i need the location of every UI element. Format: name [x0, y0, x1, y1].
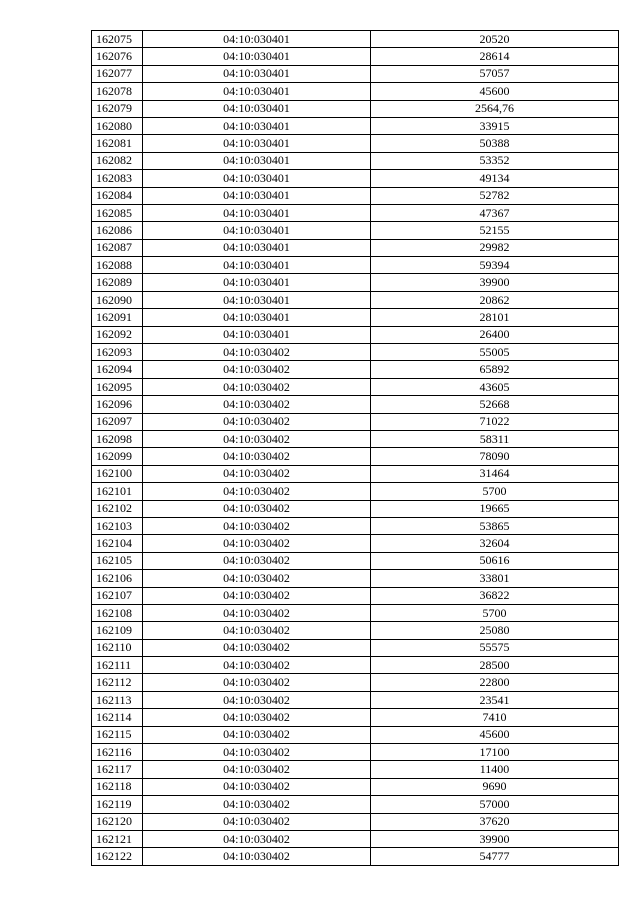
row-code-cell: 04:10:030402 — [143, 344, 371, 361]
row-code-cell: 04:10:030401 — [143, 135, 371, 152]
row-id-cell: 162094 — [92, 361, 143, 378]
row-code-cell: 04:10:030402 — [143, 830, 371, 847]
row-code-cell: 04:10:030401 — [143, 187, 371, 204]
table-row — [92, 430, 619, 447]
table-row — [92, 152, 619, 169]
row-value-cell: 59394 — [371, 257, 619, 274]
row-value-cell: 20862 — [371, 291, 619, 308]
row-value-cell: 36822 — [371, 587, 619, 604]
row-value-cell: 20520 — [371, 31, 619, 48]
row-value-cell: 28614 — [371, 48, 619, 65]
row-value-cell: 45600 — [371, 83, 619, 100]
row-code-cell: 04:10:030402 — [143, 361, 371, 378]
row-value-cell: 7410 — [371, 709, 619, 726]
row-id-cell: 162118 — [92, 778, 143, 795]
row-value-cell: 23541 — [371, 691, 619, 708]
row-id-cell: 162092 — [92, 326, 143, 343]
row-id-cell: 162103 — [92, 517, 143, 534]
row-code-cell: 04:10:030402 — [143, 709, 371, 726]
table-row — [92, 239, 619, 256]
row-code-cell: 04:10:030402 — [143, 674, 371, 691]
table-row — [92, 552, 619, 569]
table-row — [92, 674, 619, 691]
row-code-cell: 04:10:030402 — [143, 604, 371, 621]
row-code-cell: 04:10:030401 — [143, 48, 371, 65]
row-value-cell: 49134 — [371, 170, 619, 187]
row-code-cell: 04:10:030402 — [143, 483, 371, 500]
row-value-cell: 52668 — [371, 396, 619, 413]
row-id-cell: 162078 — [92, 83, 143, 100]
table-row — [92, 657, 619, 674]
table-row — [92, 517, 619, 534]
row-value-cell: 55005 — [371, 344, 619, 361]
row-value-cell: 17100 — [371, 744, 619, 761]
row-value-cell: 53865 — [371, 517, 619, 534]
row-value-cell: 33801 — [371, 570, 619, 587]
row-code-cell: 04:10:030402 — [143, 778, 371, 795]
row-id-cell: 162120 — [92, 813, 143, 830]
row-id-cell: 162117 — [92, 761, 143, 778]
row-value-cell: 50616 — [371, 552, 619, 569]
table-row — [92, 204, 619, 221]
row-id-cell: 162091 — [92, 309, 143, 326]
table-row — [92, 135, 619, 152]
table-row — [92, 31, 619, 48]
row-value-cell: 78090 — [371, 448, 619, 465]
row-id-cell: 162119 — [92, 796, 143, 813]
row-code-cell: 04:10:030402 — [143, 726, 371, 743]
row-code-cell: 04:10:030402 — [143, 657, 371, 674]
row-id-cell: 162085 — [92, 204, 143, 221]
row-id-cell: 162086 — [92, 222, 143, 239]
row-value-cell: 65892 — [371, 361, 619, 378]
table-row — [92, 535, 619, 552]
row-value-cell: 57000 — [371, 796, 619, 813]
row-value-cell: 5700 — [371, 604, 619, 621]
row-code-cell: 04:10:030402 — [143, 552, 371, 569]
table-row — [92, 187, 619, 204]
row-id-cell: 162108 — [92, 604, 143, 621]
row-id-cell: 162090 — [92, 291, 143, 308]
row-code-cell: 04:10:030402 — [143, 796, 371, 813]
table-row — [92, 65, 619, 82]
row-code-cell: 04:10:030401 — [143, 170, 371, 187]
table-row — [92, 222, 619, 239]
row-value-cell: 57057 — [371, 65, 619, 82]
row-value-cell: 43605 — [371, 378, 619, 395]
table-row — [92, 309, 619, 326]
table-row — [92, 604, 619, 621]
table-row — [92, 326, 619, 343]
row-code-cell: 04:10:030402 — [143, 465, 371, 482]
table-row — [92, 500, 619, 517]
table-row — [92, 813, 619, 830]
row-id-cell: 162093 — [92, 344, 143, 361]
row-value-cell: 31464 — [371, 465, 619, 482]
row-id-cell: 162098 — [92, 430, 143, 447]
row-id-cell: 162115 — [92, 726, 143, 743]
row-id-cell: 162122 — [92, 848, 143, 865]
row-value-cell: 29982 — [371, 239, 619, 256]
row-value-cell: 53352 — [371, 152, 619, 169]
table-row — [92, 622, 619, 639]
row-code-cell: 04:10:030402 — [143, 517, 371, 534]
row-id-cell: 162089 — [92, 274, 143, 291]
row-code-cell: 04:10:030402 — [143, 813, 371, 830]
table-row — [92, 274, 619, 291]
row-id-cell: 162096 — [92, 396, 143, 413]
row-id-cell: 162077 — [92, 65, 143, 82]
row-code-cell: 04:10:030402 — [143, 570, 371, 587]
table-row — [92, 726, 619, 743]
row-value-cell: 26400 — [371, 326, 619, 343]
row-id-cell: 162095 — [92, 378, 143, 395]
row-value-cell: 32604 — [371, 535, 619, 552]
table-row — [92, 100, 619, 117]
table-row — [92, 413, 619, 430]
row-id-cell: 162075 — [92, 31, 143, 48]
row-code-cell: 04:10:030402 — [143, 744, 371, 761]
row-id-cell: 162110 — [92, 639, 143, 656]
row-code-cell: 04:10:030401 — [143, 204, 371, 221]
table-row — [92, 639, 619, 656]
row-id-cell: 162109 — [92, 622, 143, 639]
row-code-cell: 04:10:030401 — [143, 117, 371, 134]
row-id-cell: 162083 — [92, 170, 143, 187]
row-value-cell: 5700 — [371, 483, 619, 500]
row-id-cell: 162112 — [92, 674, 143, 691]
row-code-cell: 04:10:030402 — [143, 587, 371, 604]
table-row — [92, 796, 619, 813]
row-id-cell: 162106 — [92, 570, 143, 587]
row-value-cell: 58311 — [371, 430, 619, 447]
row-value-cell: 50388 — [371, 135, 619, 152]
table-row — [92, 848, 619, 865]
table-row — [92, 448, 619, 465]
table-row — [92, 344, 619, 361]
row-value-cell: 52155 — [371, 222, 619, 239]
row-id-cell: 162088 — [92, 257, 143, 274]
row-code-cell: 04:10:030401 — [143, 65, 371, 82]
row-code-cell: 04:10:030401 — [143, 239, 371, 256]
row-code-cell: 04:10:030402 — [143, 761, 371, 778]
table-row — [92, 483, 619, 500]
table-row — [92, 396, 619, 413]
row-code-cell: 04:10:030402 — [143, 691, 371, 708]
table-row — [92, 257, 619, 274]
row-code-cell: 04:10:030401 — [143, 326, 371, 343]
table-row — [92, 48, 619, 65]
row-value-cell: 37620 — [371, 813, 619, 830]
row-value-cell: 2564,76 — [371, 100, 619, 117]
row-id-cell: 162079 — [92, 100, 143, 117]
row-code-cell: 04:10:030402 — [143, 448, 371, 465]
row-code-cell: 04:10:030402 — [143, 396, 371, 413]
row-id-cell: 162111 — [92, 657, 143, 674]
row-value-cell: 39900 — [371, 274, 619, 291]
row-value-cell: 28500 — [371, 657, 619, 674]
row-id-cell: 162081 — [92, 135, 143, 152]
table-row — [92, 570, 619, 587]
row-value-cell: 9690 — [371, 778, 619, 795]
row-id-cell: 162097 — [92, 413, 143, 430]
table-row — [92, 709, 619, 726]
row-value-cell: 55575 — [371, 639, 619, 656]
row-id-cell: 162080 — [92, 117, 143, 134]
row-id-cell: 162102 — [92, 500, 143, 517]
table-row — [92, 291, 619, 308]
row-value-cell: 71022 — [371, 413, 619, 430]
row-id-cell: 162099 — [92, 448, 143, 465]
table-row — [92, 465, 619, 482]
table-row — [92, 778, 619, 795]
row-id-cell: 162116 — [92, 744, 143, 761]
row-id-cell: 162105 — [92, 552, 143, 569]
row-code-cell: 04:10:030401 — [143, 100, 371, 117]
row-code-cell: 04:10:030401 — [143, 152, 371, 169]
table-row — [92, 361, 619, 378]
row-value-cell: 33915 — [371, 117, 619, 134]
row-code-cell: 04:10:030401 — [143, 222, 371, 239]
row-id-cell: 162087 — [92, 239, 143, 256]
row-code-cell: 04:10:030402 — [143, 378, 371, 395]
row-code-cell: 04:10:030402 — [143, 622, 371, 639]
row-id-cell: 162104 — [92, 535, 143, 552]
row-id-cell: 162121 — [92, 830, 143, 847]
row-code-cell: 04:10:030402 — [143, 535, 371, 552]
row-id-cell: 162076 — [92, 48, 143, 65]
row-id-cell: 162107 — [92, 587, 143, 604]
row-id-cell: 162082 — [92, 152, 143, 169]
row-value-cell: 54777 — [371, 848, 619, 865]
table-row — [92, 830, 619, 847]
row-code-cell: 04:10:030401 — [143, 83, 371, 100]
row-id-cell: 162100 — [92, 465, 143, 482]
row-code-cell: 04:10:030401 — [143, 274, 371, 291]
row-id-cell: 162084 — [92, 187, 143, 204]
row-value-cell: 11400 — [371, 761, 619, 778]
row-value-cell: 45600 — [371, 726, 619, 743]
row-code-cell: 04:10:030402 — [143, 430, 371, 447]
row-code-cell: 04:10:030402 — [143, 413, 371, 430]
table-row — [92, 587, 619, 604]
row-value-cell: 39900 — [371, 830, 619, 847]
row-value-cell: 28101 — [371, 309, 619, 326]
table-body — [92, 31, 619, 866]
data-table — [91, 30, 619, 866]
row-id-cell: 162113 — [92, 691, 143, 708]
row-value-cell: 25080 — [371, 622, 619, 639]
table-row — [92, 691, 619, 708]
row-code-cell: 04:10:030401 — [143, 291, 371, 308]
row-code-cell: 04:10:030402 — [143, 639, 371, 656]
row-id-cell: 162101 — [92, 483, 143, 500]
row-value-cell: 22800 — [371, 674, 619, 691]
table-row — [92, 378, 619, 395]
table-row — [92, 761, 619, 778]
table-row — [92, 83, 619, 100]
table-row — [92, 170, 619, 187]
row-value-cell: 47367 — [371, 204, 619, 221]
row-code-cell: 04:10:030402 — [143, 848, 371, 865]
row-code-cell: 04:10:030401 — [143, 309, 371, 326]
row-id-cell: 162114 — [92, 709, 143, 726]
row-code-cell: 04:10:030401 — [143, 257, 371, 274]
row-value-cell: 52782 — [371, 187, 619, 204]
table-row — [92, 117, 619, 134]
table-row — [92, 744, 619, 761]
row-value-cell: 19665 — [371, 500, 619, 517]
row-code-cell: 04:10:030401 — [143, 31, 371, 48]
row-code-cell: 04:10:030402 — [143, 500, 371, 517]
